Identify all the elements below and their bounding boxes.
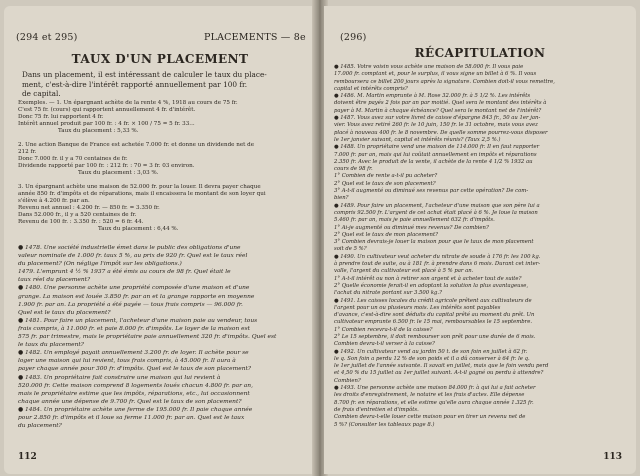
right-page-number: 113 xyxy=(603,452,622,462)
example-line: C'est 75 fr. (cours) qui rapportent annuellement 4 fr. d'intérêt. xyxy=(18,107,196,113)
example-line: 2. Une action Banque de France est achetée 7.000 fr. et donne un dividende net de xyxy=(18,142,255,148)
problem-line: 2° Le 15 septembre, il doit rembourser son prêt pour une durée de 6 mois. xyxy=(334,333,536,340)
right-page-title: RÉCAPITULATION xyxy=(414,46,546,60)
left-page-title: TAUX D'UN PLACEMENT xyxy=(71,52,249,66)
problem-line: 1° A-t-il intérêt ou non à retirer son argent et à acheter tout de suite? xyxy=(334,275,522,282)
problem-line: payer à M. Martin à chaque échéance? Quel sera le montant net de l'intérêt? xyxy=(334,107,542,114)
right-page xyxy=(324,6,636,474)
problem-line: 3° A-t-il augmenté ou diminué ses revenus par cette opération? De com- xyxy=(334,188,529,195)
left-page-section-number: (294 et 295) xyxy=(16,32,78,43)
right-problems xyxy=(334,64,555,429)
problem-line: 1° Combien recevra-t-il de la caisse? xyxy=(334,326,433,333)
problem-line: grange. La maison est louée 3.850 fr. par an et la grange rapporte en moyenne xyxy=(18,293,255,300)
problem-line: ● 1486. M. Martin emprunte à M. Rose 32.000 fr. à 5 1/2 %. Les intérêts xyxy=(334,93,531,100)
problem-line: à prendre tout de suite, ou à 181 fr. à prendre dans 6 mois. Durant cet inter- xyxy=(334,261,541,268)
example-1 xyxy=(18,100,238,135)
example-2 xyxy=(18,142,254,177)
example-line: Donc 7.000 fr. il y a 70 centaines de fr. xyxy=(18,156,128,162)
example-line: Dans 52.000 fr., il y a 520 centaines de fr. xyxy=(18,212,137,218)
left-problems xyxy=(18,244,276,430)
right-page-section-number: (296) xyxy=(340,32,367,43)
example-line: Donc 75 fr. lui rapportent 4 fr. xyxy=(18,114,104,120)
problem-line: ● 1493. Une personne achète une maison 84.000 fr. à qui lui a fait acheter xyxy=(334,385,536,392)
problem-line: cultivateur emprunte 6.500 fr. le 15 mai, remboursables le 15 septembre. xyxy=(334,319,533,326)
problem-line: de frais d'entretien et d'impôts. xyxy=(334,406,419,413)
example-line: année 850 fr. d'impôts et de réparations, mais il encaissera le montant de son loyer qui xyxy=(18,191,266,197)
problem-line: Combien devra-t-elle louer cette maison pour en tirer un revenu net de xyxy=(334,414,526,421)
problem-line: 3° Combien devrais-je louer la maison pour que le taux de mon placement xyxy=(334,239,534,246)
example-line: 3. Un épargnant achète une maison de 52.000 fr. pour la louer. Il devra payer chaque xyxy=(18,184,261,190)
problem-line: pour 2.850 fr. d'impôts et il loue sa ferme 11.000 fr. par an. Quel est le taux xyxy=(18,414,245,421)
problem-line: ● 1480. Une personne achète une propriété composée d'une maison et d'une xyxy=(18,285,250,292)
problem-line: le 1er janvier suivant, capital et intérêts réunis? (Taux 2,5 %.) xyxy=(334,136,501,143)
problem-line: compris 92.500 fr. L'argent de cet achat était placé à 6 %. Je loue la maison xyxy=(334,209,538,216)
example-line: Taux du placement : 5,33 %. xyxy=(58,128,139,134)
intro-line: Dans un placement, il est intéressant de calculer le taux du place- xyxy=(22,70,267,79)
problem-line: et 4,50 % du 15 juillet au 1er juillet suivant. A-t-il gagné ou perdu à attendre? xyxy=(334,370,544,377)
problem-line: soit de 5 %? xyxy=(334,246,367,253)
problem-line: ● 1489. Pour faire un placement, l'acheteur d'une maison que son père lui a xyxy=(334,202,540,209)
problem-line: valeur nominale de 1.000 fr. taux 5 %, au prix de 920 fr. Quel est le taux réel xyxy=(18,253,248,260)
left-page xyxy=(4,6,316,474)
problem-line: ● 1482. Un employé payait annuellement 3.200 fr. de loyer. Il achète pour se xyxy=(18,350,249,357)
problem-line: frais compris, à 11.000 fr. et paie 8.000 fr. d'impôts. Le loyer de la maison est xyxy=(18,325,251,332)
problem-line: ● 1488. Un propriétaire vend une maison de 114.000 fr. Il en faut rapporter xyxy=(334,144,540,151)
problem-line: 2° Quel est le taux de mon placement? xyxy=(334,231,438,238)
problem-line: Combien devra-t-il verser à la caisse? xyxy=(334,341,435,348)
problem-line: du placement? (On néglige l'impôt sur les obligations.) xyxy=(18,261,182,268)
problem-line: taux réel du placement? xyxy=(18,277,91,284)
problem-line: 2° Quelle économie ferait-il en adoptant la solution la plus avantageuse, xyxy=(334,282,529,289)
example-line: 212 fr. xyxy=(18,149,37,155)
problem-line: le 1er juillet de l'année suivante. Il savait en juillet, mais que le foin vendu perd xyxy=(334,363,549,370)
problem-line: 5 %? (Consulter les tableaux page 8.) xyxy=(334,421,435,428)
example-line: Taux du placement : 6,44 %. xyxy=(98,226,179,232)
intro-paragraph xyxy=(22,70,267,99)
problem-line: ● 1487. Vous avez sur votre livret de caisse d'épargne 843 fr., 50 au 1er jan- xyxy=(334,115,541,122)
problem-line: 17.000 fr. comptant et, pour le surplus, il vous signe un billet à 6 %. Il vous xyxy=(334,71,537,78)
problem-line: mais le propriétaire estime que les impôts, réparations, etc., lui occasionnent xyxy=(18,390,250,397)
problem-line: l'argent pour un ou plusieurs mois. Les intérêts sont payables xyxy=(334,304,501,311)
problem-line: ● 1483. Un propriétaire fait construire une maison qui lui revient à xyxy=(18,374,221,381)
problem-line: remboursera ce billet 200 jours après la signature. Combien doit-il vous remettre, xyxy=(334,78,555,85)
problem-line: ● 1484. Un propriétaire achète une ferme de 195.000 fr. Il paie chaque année xyxy=(18,406,253,413)
intro-line: de capital. xyxy=(22,89,61,98)
problem-line: chaque année une dépense de 9.700 fr. Quel est le taux de son placement? xyxy=(18,398,242,405)
problem-line: 2.350 fr. Avec le produit de la vente, il achète de la rente 4 1/2 % 1932 au xyxy=(334,158,533,165)
problem-line: 5.460 fr. par an, mais je paie annuellement 632 fr. d'impôts. xyxy=(334,217,495,224)
problem-line: les droits d'enregistrement, le notaire et les frais d'actes. Elle dépense xyxy=(334,392,525,399)
example-line: Taux du placement : 3,03 %. xyxy=(78,170,159,176)
problem-line: l'achat du nitrate portant sur 3.500 kg.? xyxy=(334,290,442,297)
problem-line: d'avance, c'est-à-dire sont déduits du capital prêté au moment du prêt. Un xyxy=(334,312,535,319)
problem-line: vier. Vous avez retiré 260 fr. le 10 juin, 150 fr. le 31 octobre, mais vous avez xyxy=(334,122,538,129)
problem-line: ● 1491. Les caisses locales du crédit agricole prêtent aux cultivateurs de xyxy=(334,297,532,304)
left-page-number: 112 xyxy=(18,452,37,462)
problem-line: 2° Quel est le taux de son placement? xyxy=(334,180,436,187)
example-line: Intérêt annuel produit par 100 fr. : 4 fr. × 100 / 75 = 5 fr. 33... xyxy=(18,121,195,127)
problem-line: le q. Son foin a perdu 12 % de son poids et il a dû conserver à 64 fr. le q. xyxy=(334,355,530,362)
example-line: Revenu net annuel : 4.200 fr. — 850 fr. = 3.350 fr. xyxy=(18,205,160,211)
example-line: Dividende rapporté par 100 fr. : 212 fr. : 70 = 3 fr. 03 environ. xyxy=(18,163,195,169)
problem-line: 575 fr. par trimestre, mais le propriétaire paie annuellement 320 fr. d'impôts. Quel est xyxy=(18,334,277,341)
problem-line: 7.000 fr. par an, mais qui lui coûtait annuellement en impôts et réparations xyxy=(334,151,537,158)
problem-line: 1479. L'emprunt 4 ½ % 1937 a été émis au cours de 98 fr. Quel était le xyxy=(18,269,231,276)
problem-line: doivent être payés 2 fois par an par moitié. Quel sera le montant des intérêts à xyxy=(334,100,547,107)
problem-line: ● 1481. Pour faire un placement, l'acheteur d'une maison paie au vendeur, tous xyxy=(18,317,258,324)
problem-line: 1.900 fr. par an. La propriété a été payée — tous frais compris — 96.000 fr. xyxy=(18,301,243,308)
problem-line: 520.000 fr. Cette maison comprend 8 logements loués chacun 4.800 fr. par an, xyxy=(18,382,253,389)
problem-line: ● 1492. Un cultivateur vend au jardin 50 t. de son foin en juillet à 62 fr. xyxy=(334,348,528,355)
problem-line: loger une maison qui lui revient, tous frais compris, à 45.000 fr. Il aura à xyxy=(18,358,236,365)
intro-line: ment, c'est-à-dire l'intérêt rapporté annuellement par 100 fr. xyxy=(22,79,248,89)
problem-line: payer chaque année pour 300 fr. d'impôts. Quel est le taux de son placement? xyxy=(18,366,252,373)
problem-line: 1° Combien de rente a-t-il pu acheter? xyxy=(334,173,438,180)
problem-line: ● 1490. Un cultivateur veut acheter du nitrate de soude à 176 fr. les 100 kg. xyxy=(334,253,541,260)
problem-line: Quel est le taux du placement? xyxy=(18,309,111,316)
problem-line: bien? xyxy=(334,195,349,202)
problem-line: Combien? xyxy=(334,377,361,384)
problem-line: 1° Ai-je augmenté ou diminué mes revenus? De combien? xyxy=(334,224,489,231)
problem-line: valle, l'argent du cultivateur est placé à 5 % par an. xyxy=(334,268,474,275)
problem-line: le taux du placement? xyxy=(18,342,84,349)
problem-line: ● 1478. Une société industrielle émet dans le public des obligations d'une xyxy=(18,245,241,251)
problem-line: capital et intérêts compris? xyxy=(334,85,408,92)
left-page-running-header: PLACEMENTS — 8e xyxy=(204,32,306,43)
example-line: Revenu de 100 fr. : 3.350 fr. : 520 = 6 fr. 44. xyxy=(18,219,144,225)
example-line: Exemples. — 1. Un épargnant achète de la rente 4 %, 1918 au cours de 75 fr. xyxy=(18,100,238,106)
problem-line: ● 1485. Votre voisin vous achète une maison de 58.000 fr. Il vous paie xyxy=(334,64,524,70)
problem-line: placé à nouveau 400 fr. le 8 novembre. De quelle somme pourrez-vous disposer xyxy=(334,129,548,136)
example-line: s'élève à 4.200 fr. par an. xyxy=(18,198,90,204)
example-3 xyxy=(18,184,266,233)
problem-line: 8.700 fr. en réparations, et elle estime qu'elle aura chaque année 1.325 fr. xyxy=(334,399,534,406)
problem-line: du placement? xyxy=(18,423,62,430)
problem-line: cours de 98 fr. xyxy=(334,166,373,173)
